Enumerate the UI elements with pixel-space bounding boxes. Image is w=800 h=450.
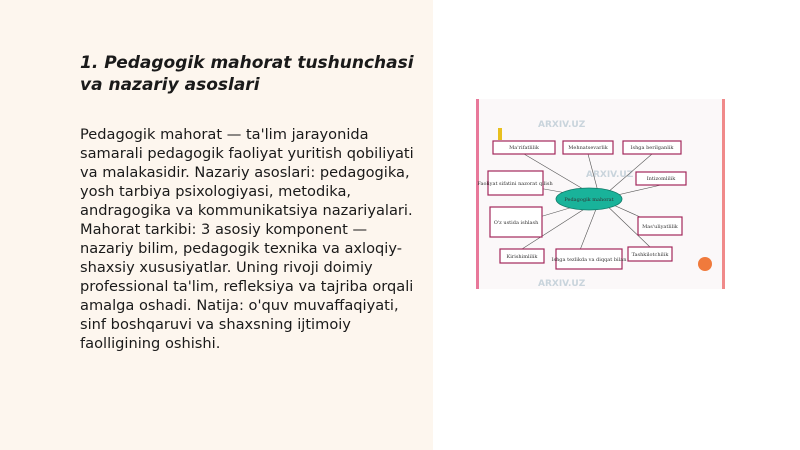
box-9: [552, 249, 628, 269]
box-4: [477, 171, 553, 195]
box-7: [638, 217, 682, 235]
svg-text:Faoliyat sifatini nazorat qili: Faoliyat sifatini nazorat qilish: [477, 181, 553, 187]
watermark: ARXIV.UZ: [538, 120, 586, 130]
svg-text:Ishga berilganlik: Ishga berilganlik: [630, 145, 674, 151]
box-3: [623, 141, 681, 154]
svg-text:Mas'uliyatlilik: Mas'uliyatlilik: [642, 224, 678, 230]
svg-text:Tashkilotchilik: Tashkilotchilik: [631, 252, 669, 258]
svg-text:O'z ustida ishlash: O'z ustida ishlash: [493, 220, 539, 226]
box-10: [628, 247, 672, 261]
accent-mark: [498, 128, 502, 140]
box-1: [493, 141, 555, 154]
center-label: Pedagogik mahorat: [564, 197, 614, 203]
box-2: [563, 141, 613, 154]
accent-dot: [698, 257, 712, 271]
diagram-left-band: [476, 99, 479, 289]
diagram-right-band: [722, 99, 725, 289]
box-6: [490, 207, 542, 237]
svg-text:Ishga tezlikda va diqqat bilan: Ishga tezlikda va diqqat bilan: [551, 257, 627, 263]
box-5: [636, 172, 686, 185]
svg-text:Kirishimlilik: Kirishimlilik: [506, 254, 538, 260]
svg-text:Mehnatsevarlik: Mehnatsevarlik: [568, 145, 608, 151]
diagram-image: [476, 99, 725, 289]
watermark: ARXIV.UZ: [586, 170, 634, 180]
slide-title: 1. Pedagogik mahorat tushunchasi va nazariy asoslari: [80, 53, 414, 95]
svg-text:Intizomlilik: Intizomlilik: [646, 176, 676, 182]
box-8: [500, 249, 544, 263]
svg-text:Ma'rifatlilik: Ma'rifatlilik: [509, 145, 539, 151]
watermark: ARXIV.UZ: [538, 279, 586, 289]
slide-body-text: Pedagogik mahorat — ta'lim jarayonida samarali pedagogik faoliyat yuritish qobiliyati va malakasidir. Nazariy asoslari: pedagogika, yosh tarbiya psixologiyasi, metodika, andragogika va kommunikatsiya nazariyalari. Mahorat tarkibi: 3 asosiy komponent — nazariy bilim, pedagogik texnika va axloqiy-shaxsiy xususiyatlar. Uning rivoji doimiy professional ta'lim, refleksiya va tajriba orqali amalga oshadi. Natija: o'quv muvaffaqiyati, sinf boshqaruvi va shaxsning ijtimoiy faolligining oshishi.: [80, 126, 414, 352]
